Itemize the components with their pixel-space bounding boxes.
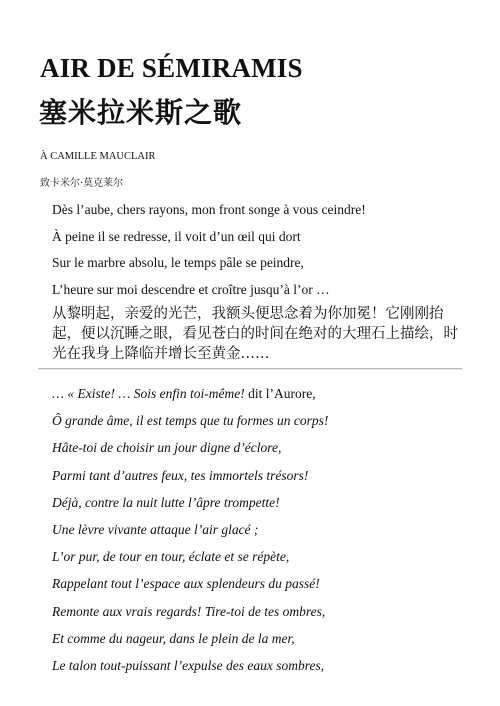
verse-line-roman-part: dit l’Aurore, bbox=[248, 386, 316, 401]
dedication-chinese: 致卡米尔·莫克莱尔 bbox=[40, 178, 124, 189]
verse-line-italic-part: … « Existe! … Sois enfin toi-même! bbox=[52, 386, 249, 401]
stanza-one bbox=[52, 197, 472, 303]
verse-line: L’heure sur moi descendre et croître jusqu’à l’or … bbox=[52, 281, 330, 297]
dedication: À CAMILLE MAUCLAIR bbox=[40, 151, 156, 162]
section-divider bbox=[38, 368, 462, 369]
page-title-chinese: 塞米拉米斯之歌 bbox=[39, 96, 243, 129]
verse-line: Et comme du nageur, dans le plein de la mer, bbox=[52, 630, 295, 646]
verse-line: Remonte aux vrais regards! Tire-toi de tes ombres, bbox=[52, 603, 326, 619]
verse-line-first bbox=[52, 380, 472, 407]
stanza-two bbox=[52, 380, 472, 679]
page-title: AIR DE SÉMIRAMIS bbox=[40, 53, 303, 83]
verse-line: Une lèvre vivante attaque l’air glacé ; bbox=[52, 521, 259, 537]
verse-line: Dès l’aube, chers rayons, mon front songe à vous ceindre! bbox=[52, 202, 366, 217]
verse-line: À peine il se redresse, il voit d’un œil qui dort bbox=[52, 228, 301, 244]
verse-line: Parmi tant d’autres feux, tes immortels trésors! bbox=[52, 467, 309, 483]
verse-line: Rappelant tout l’espace aux splendeurs du passé! bbox=[52, 576, 320, 592]
verse-line: L’or pur, de tour en tour, éclate et se répète, bbox=[52, 549, 290, 565]
chinese-translation: 从黎明起，亲爱的光芒，我额头便思念着为你加冕！它刚刚抬起，便以沉睡之眼，看见苍白的时间在绝对的大理石上描绘，时光在我身上降临并增长至黄金…… bbox=[52, 306, 458, 362]
verse-line: Ô grande âme, il est temps que tu formes un corps! bbox=[52, 413, 329, 429]
verse-line: Déjà, contre la nuit lutte l’âpre trompette! bbox=[52, 494, 280, 510]
verse-line: Le talon tout-puissant l’expulse des eaux sombres, bbox=[52, 657, 325, 673]
verse-line: Hâte-toi de choisir un jour digne d’éclore, bbox=[52, 440, 282, 456]
verse-line: Sur le marbre absolu, le temps pâle se peindre, bbox=[52, 255, 304, 270]
